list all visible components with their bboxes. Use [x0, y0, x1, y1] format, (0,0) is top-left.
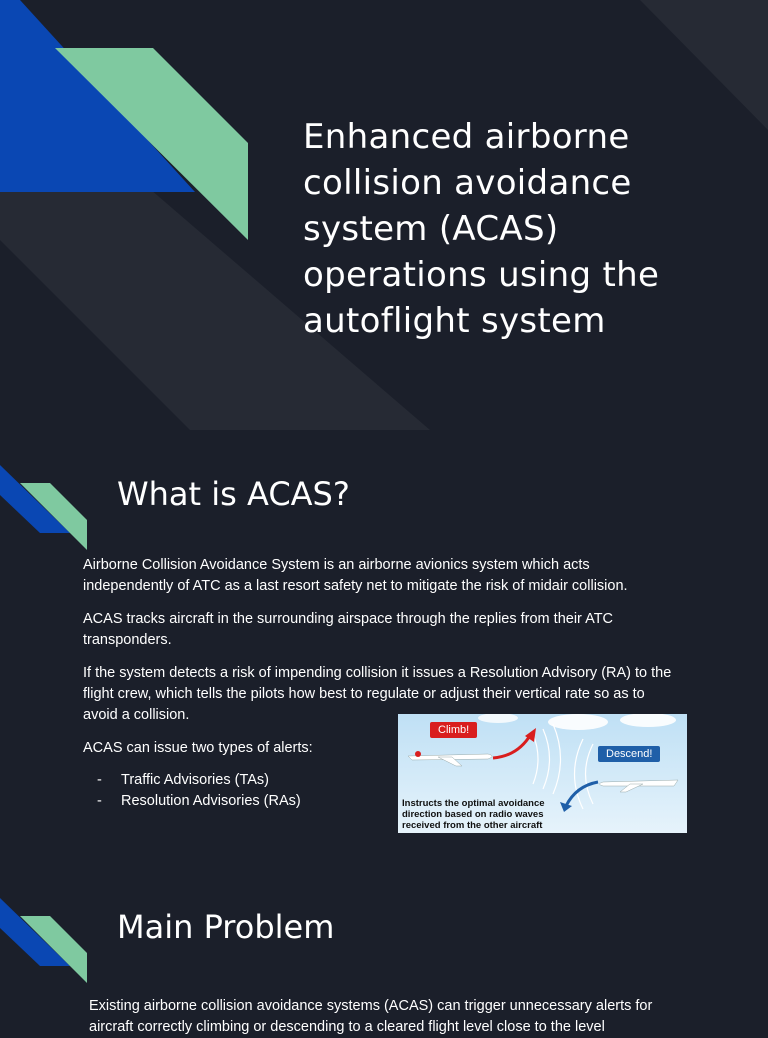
bullet-marker: -: [97, 793, 102, 809]
climb-label: Climb!: [430, 722, 477, 738]
descend-arrow: [566, 782, 598, 806]
list-item-label: Resolution Advisories (RAs): [121, 793, 301, 809]
radio-wave: [553, 724, 561, 794]
paragraph-tracking: ACAS tracks aircraft in the surrounding airspace through the replies from their ATC transponders.: [83, 611, 614, 648]
slide-title: Enhanced airborne collision avoidance system (ACAS) operations using the autoflight system: [303, 117, 660, 341]
paragraph-alert-types: ACAS can issue two types of alerts:: [83, 740, 313, 756]
list-item: [83, 791, 301, 812]
list-item: [83, 770, 301, 791]
dark-stripe-corner: [640, 0, 768, 130]
list-item-label: Traffic Advisories (TAs): [121, 772, 269, 788]
paragraph-main-problem: Existing airborne collision avoidance systems (ACAS) can trigger unnecessary alerts for aircraft correctly climbing or descending to a cleared flight level close to the level: [89, 998, 653, 1035]
alert-types-list: [83, 770, 301, 812]
bullet-marker: -: [97, 772, 102, 788]
radio-wave: [543, 729, 550, 789]
paragraph-resolution: If the system detects a risk of impending collision it issues a Resolution Advisory (RA) to the flight crew, which tells the pilots how best to regulate or adjust their vertical rate so as to avoid a collision.: [83, 665, 672, 723]
figure-caption: Instructs the optimal avoidance direction based on radio waves received from the other aircraft: [402, 798, 545, 831]
airplane-left-icon: [408, 751, 492, 766]
cloud-shape: [620, 714, 676, 727]
acas-illustration: [398, 714, 687, 833]
descend-label: Descend!: [598, 746, 660, 762]
paragraph-definition: Airborne Collision Avoidance System is an airborne avionics system which acts independently of ATC as a last resort safety net to mitigate the risk of midair collision.: [83, 557, 628, 594]
cloud-shape: [478, 714, 518, 723]
airplane-right-icon: [600, 780, 679, 792]
radio-wave: [586, 744, 594, 804]
section-heading-what-is-acas: What is ACAS?: [117, 475, 350, 513]
cloud-shape: [548, 714, 608, 730]
climb-arrow: [493, 734, 531, 758]
section-heading-main-problem: Main Problem: [117, 908, 335, 946]
radio-wave: [575, 739, 584, 809]
